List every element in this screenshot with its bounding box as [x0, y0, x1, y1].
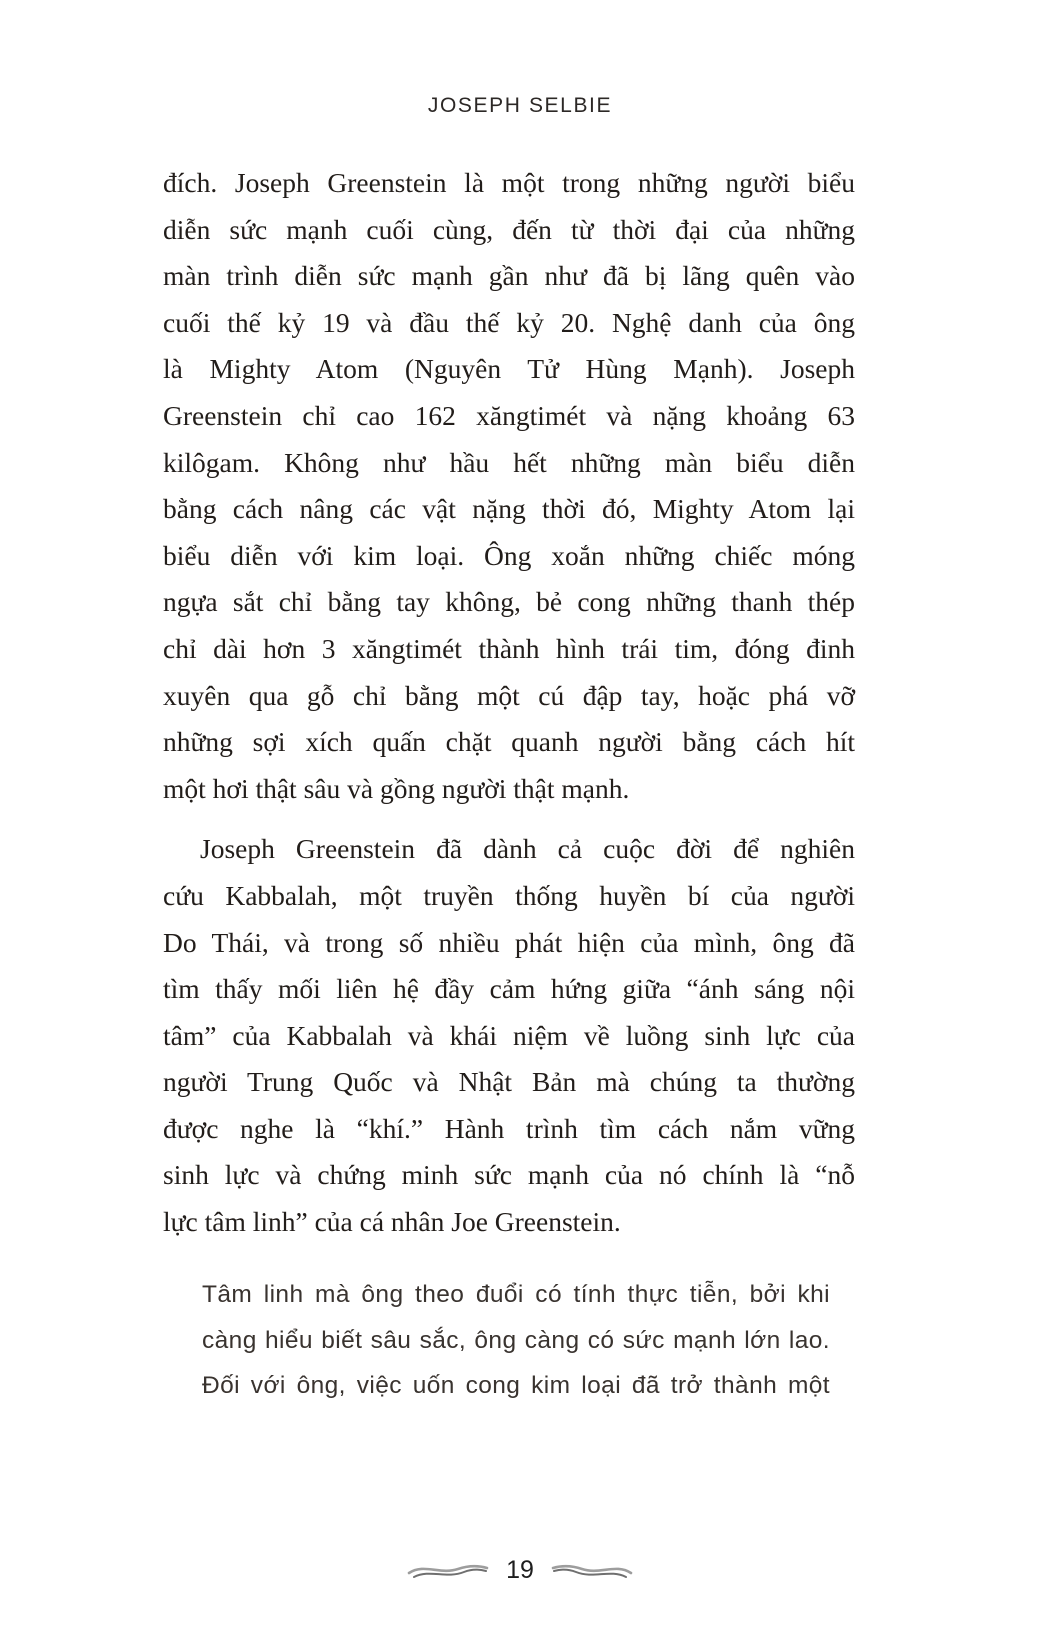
text-line: đích. Joseph Greenstein là một trong những người biểu: [163, 167, 855, 198]
body-text: [163, 160, 855, 1246]
wave-flourish-icon: [550, 1560, 634, 1582]
paragraph: [163, 826, 855, 1245]
text-line: một hơi thật sâu và gồng người thật mạnh.: [163, 772, 630, 804]
text-line: Do Thái, và trong số nhiều phát hiện của mình, ông đã: [163, 926, 855, 958]
paragraph: [163, 160, 855, 812]
text-line: diễn sức mạnh cuối cùng, đến từ thời đại của những: [163, 213, 855, 245]
text-line: kilôgam. Không như hầu hết những màn biểu diễn: [163, 446, 855, 478]
text-line: Greenstein chỉ cao 162 xăngtimét và nặng khoảng 63: [163, 399, 855, 431]
text-line: cứu Kabbalah, một truyền thống huyền bí của người: [163, 879, 855, 911]
running-header: JOSEPH SELBIE: [427, 94, 613, 117]
text-line: Joseph Greenstein đã dành cả cuộc đời để nghiên: [200, 833, 855, 865]
page-number: 19: [506, 1556, 534, 1584]
text-line: những sợi xích quấn chặt quanh người bằng cách hít: [163, 726, 855, 758]
text-line: chỉ dài hơn 3 xăngtimét thành hình trái tim, đóng đinh: [163, 632, 855, 664]
wave-flourish-icon: [406, 1560, 490, 1582]
quote-line: Tâm linh mà ông theo đuổi có tính thực tiễn, bởi khi: [202, 1281, 830, 1308]
text-line: được nghe là “khí.” Hành trình tìm cách nắm vững: [163, 1112, 855, 1144]
text-line: biểu diễn với kim loại. Ông xoắn những chiếc móng: [163, 539, 855, 571]
text-line: cuối thế kỷ 19 và đầu thế kỷ 20. Nghệ danh của ông: [163, 306, 855, 338]
quote-line: Đối với ông, việc uốn cong kim loại đã trở thành một: [202, 1372, 830, 1400]
text-line: xuyên qua gỗ chỉ bằng một cú đập tay, hoặc phá vỡ: [163, 679, 855, 711]
text-line: là Mighty Atom (Nguyên Tử Hùng Mạnh). Joseph: [163, 353, 855, 385]
text-line: bằng cách nâng các vật nặng thời đó, Mighty Atom lại: [163, 493, 855, 525]
text-line: màn trình diễn sức mạnh gần như đã bị lãng quên vào: [163, 260, 855, 292]
quote-line: càng hiểu biết sâu sắc, ông càng có sức mạnh lớn lao.: [202, 1326, 830, 1354]
text-line: tìm thấy mối liên hệ đầy cảm hứng giữa “ánh sáng nội: [163, 973, 855, 1005]
text-line: tâm” của Kabbalah và khái niệm về luồng sinh lực của: [163, 1019, 855, 1051]
text-line: ngựa sắt chỉ bằng tay không, bẻ cong những thanh thép: [163, 586, 855, 618]
text-line: sinh lực và chứng minh sức mạnh của nó chính là “nỗ: [163, 1159, 855, 1191]
block-quote: [202, 1272, 830, 1409]
text-line: lực tâm linh” của cá nhân Joe Greenstein.: [163, 1206, 621, 1238]
text-line: người Trung Quốc và Nhật Bản mà chúng ta thường: [163, 1066, 855, 1098]
page-footer: [0, 1556, 1040, 1585]
